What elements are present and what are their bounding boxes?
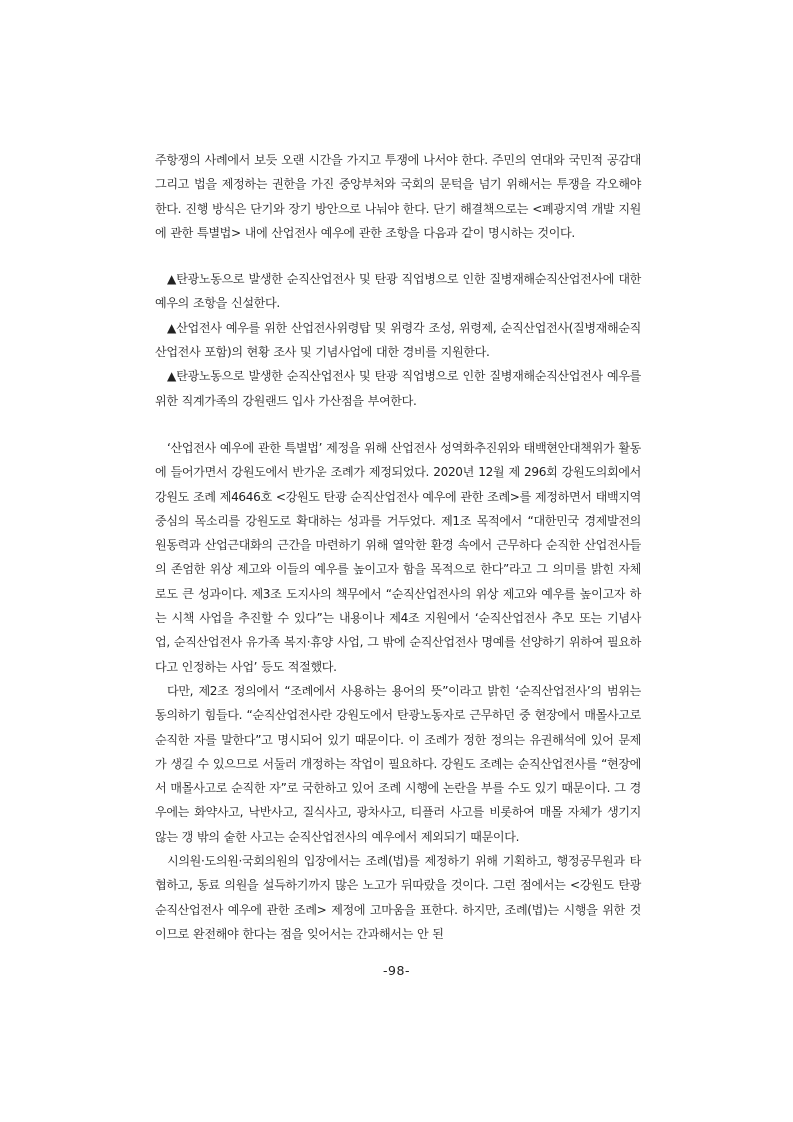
bullet-item: ▲탄광노동으로 발생한 순직산업전사 및 탄광 직업병으로 인한 질병재해순직산업전사에 대한 예우의 조항을 신설한다.	[155, 272, 641, 311]
definition-paragraph: 다만, 제2조 정의에서 “조례에서 사용하는 용어의 뜻”이라고 밝힌 ‘순직산업전사’의 범위는 동의하기 힘들다. “순직산업전사란 강원도에서 탄광노동자로 근무하던 중 현장에서 매몰사고로 순직한 자를 말한다”고 명시되어 있기 때문이다. 이 조례가 정한 정의는 유권해석에 있어 문제가 생길 수 있으므로 서둘러 개정하는 작업이 필요하다. 강원도 조례는 순직산업전사를 “현장에서 매몰사고로 순직한 자”로 국한하고 있어 조례 시행에 논란을 부를 수도 있기 때문이다. 그 경우에는 화약사고, 낙반사고, 질식사고, 광차사고, 티플러 사고를 비롯하여 매몰 자체가 생기지 않는 갱 밖의 숱한 사고는 순직산업전사의 예우에서 제외되기 때문이다.	[155, 683, 641, 844]
council-paragraph: 시의원·도의원·국회의원의 입장에서는 조례(법)를 제정하기 위해 기획하고, 행정공무원과 타협하고, 동료 의원을 설득하기까지 많은 노고가 뒤따랐을 것이다. 그런 점에서는 <강원도 탄광 순직산업전사 예우에 관한 조례> 제정에 고마움을 표한다. 하지만, 조례(법)는 시행을 위한 것이므로 완전해야 한다는 점을 잊어서는 간과해서는 안 된	[155, 854, 641, 941]
ordinance-paragraph: ‘산업전사 예우에 관한 특별법’ 제정을 위해 산업전사 성역화추진위와 태백현안대책위가 활동에 들어가면서 강원도에서 반가운 조례가 제정되었다. 2020년 12월 제 296회 강원도의회에서 강원도 조례 제4646호 <강원도 탄광 순직산업전사 예우에 관한 조례>를 제정하면서 태백지역 중심의 목소리를 강원도로 확대하는 성과를 거두었다. 제1조 목적에서 “대한민국 경제발전의 원동력과 산업근대화의 근간을 마련하기 위해 열악한 환경 속에서 근무하다 순직한 산업전사들의 존엄한 위상 제고와 이들의 예우를 높이고자 함을 목적으로 한다”라고 그 의미를 밝힌 자체로도 큰 성과이다. 제3조 도지사의 책무에서 “순직산업전사의 위상 제고와 예우를 높이고자 하는 시책 사업을 추진할 수 있다”는 내용이나 제4조 지원에서 ‘순직산업전사 추모 또는 기념사업, 순직산업전사 유가족 복지·휴양 사업, 그 밖에 순직산업전사 명예를 선양하기 위하여 필요하다고 인정하는 사업’ 등도 적절했다.	[155, 440, 641, 674]
intro-paragraph: 주항쟁의 사례에서 보듯 오랜 시간을 가지고 투쟁에 나서야 한다. 주민의 연대와 국민적 공감대 그리고 법을 제정하는 권한을 가진 중앙부처와 국회의 문턱을 넘기 위해서는 투쟁을 각오해야 한다. 진행 방식은 단기와 장기 방안으로 나눠야 한다. 단기 해결책으로는 <폐광지역 개발 지원에 관한 특별법> 내에 산업전사 예우에 관한 조항을 다음과 같이 명시하는 것이다.	[155, 153, 641, 240]
bullet-list	[155, 267, 641, 413]
page-number: -98-	[383, 963, 410, 978]
document-body	[155, 148, 641, 946]
bullet-item: ▲산업전사 예우를 위한 산업전사위령탑 및 위령각 조성, 위령제, 순직산업전사(질병재해순직산업전사 포함)의 현황 조사 및 기념사업에 대한 경비를 지원한다.	[155, 320, 641, 360]
bullet-item: ▲탄광노동으로 발생한 순직산업전사 및 탄광 직업병으로 인한 질병재해순직산업전사 예우를 위한 직계가족의 강원랜드 입사 가산점을 부여한다.	[155, 369, 641, 408]
